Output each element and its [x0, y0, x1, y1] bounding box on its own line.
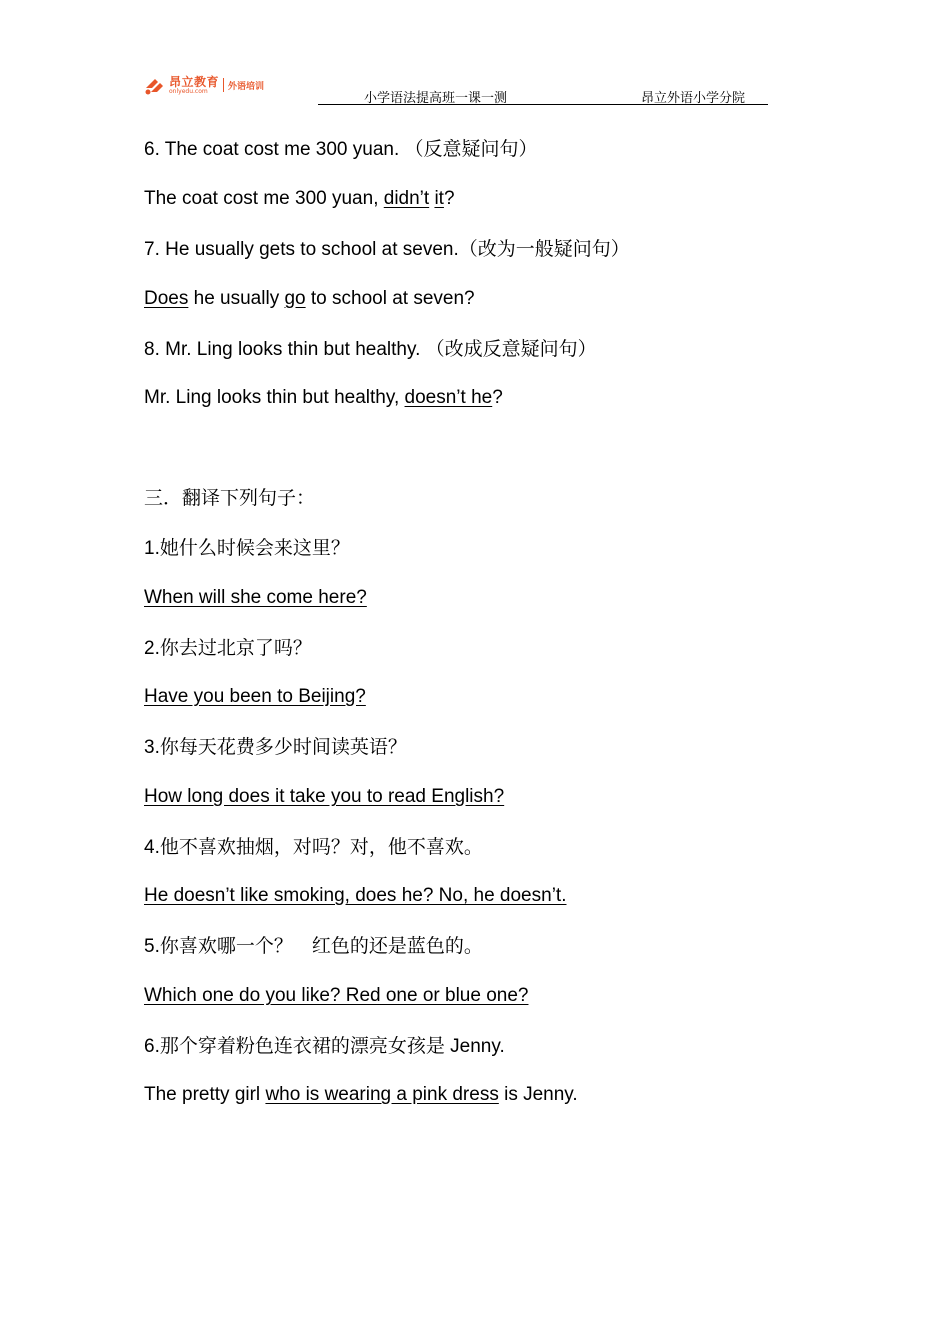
answer-text: Mr. Ling looks thin but healthy, — [144, 387, 405, 408]
question-instruction: （反意疑问句） — [404, 138, 538, 160]
translate-answer-4: He doesn’t like smoking, does he? No, he doesn’t. — [144, 885, 567, 906]
question-instruction: （改成反意疑问句） — [425, 338, 597, 360]
logo-mark-icon — [144, 74, 166, 96]
logo — [144, 71, 264, 99]
translate-answer-5: Which one do you like? Red one or blue one? — [144, 985, 529, 1006]
question-number: 6. — [144, 1036, 160, 1057]
question-text: 你去过北京了吗？ — [159, 637, 312, 659]
answer-text: The coat cost me 300 yuan, — [144, 188, 384, 209]
answer-blank: didn’t — [383, 188, 430, 209]
question-instruction: （改为一般疑问句） — [458, 238, 630, 260]
question-number: 3. — [144, 737, 160, 758]
question-6 — [144, 137, 538, 162]
translate-answer-2: Have you been to Beijing? — [144, 686, 366, 707]
page-header — [318, 87, 768, 105]
question-text: 你喜欢哪一个？ 红色的还是蓝色的。 — [159, 935, 483, 957]
question-text: 那个穿着粉色连衣裙的漂亮女孩是 — [159, 1035, 445, 1057]
question-number: 1. — [144, 538, 160, 559]
question-text: 他不喜欢抽烟，对吗？对，他不喜欢。 — [159, 836, 483, 858]
header-school: 昂立外语小学分院 — [641, 91, 746, 106]
translate-answer-1: When will she come here? — [144, 587, 367, 608]
question-text: 8. Mr. Ling looks thin but healthy. — [144, 339, 426, 360]
question-text: 她什么时候会来这里？ — [159, 537, 350, 559]
question-text: 7. He usually gets to school at seven. — [144, 239, 459, 260]
answer-text: The pretty girl — [144, 1084, 266, 1105]
question-number: 4. — [144, 837, 160, 858]
section-heading: 三．翻译下列句子： — [144, 487, 316, 509]
question-number: 2. — [144, 638, 160, 659]
translate-question-4 — [144, 835, 483, 860]
translate-answer-3: How long does it take you to read English? — [144, 786, 505, 807]
translate-question-3 — [144, 735, 407, 760]
answer-text: is Jenny. — [498, 1084, 578, 1105]
question-text: 6. The coat cost me 300 yuan. — [144, 139, 405, 160]
answer-text: ? — [492, 387, 503, 408]
question-8 — [144, 337, 597, 362]
answer-blank: doesn’t he — [404, 387, 493, 408]
answer-text: ? — [443, 188, 455, 209]
header-title: 小学语法提高班一课一测 — [364, 91, 508, 106]
question-text: 你每天花费多少时间读英语？ — [159, 736, 407, 758]
logo-name: 昂立教育 — [169, 74, 220, 89]
question-text-name: Jenny. — [444, 1036, 505, 1057]
answer-blank: go — [284, 288, 306, 309]
logo-divider — [223, 78, 224, 92]
answer-7 — [144, 287, 475, 311]
logo-url: onlyedu.com — [169, 87, 208, 95]
answer-text: to school at seven? — [305, 288, 475, 309]
answer-blank: Does — [144, 288, 189, 309]
logo-tagline: 外语培训 — [228, 81, 265, 92]
answer-text: he usually — [188, 288, 285, 309]
answer-8 — [144, 386, 503, 410]
translate-question-6 — [144, 1034, 505, 1059]
translate-question-1 — [144, 536, 350, 561]
answer-blank: it — [434, 188, 444, 209]
translate-answer-6 — [144, 1083, 578, 1107]
translate-question-5 — [144, 934, 483, 959]
answer-6 — [144, 187, 455, 211]
answer-blank: who is wearing a pink dress — [265, 1084, 499, 1105]
translate-question-2 — [144, 636, 312, 661]
question-7 — [144, 237, 630, 262]
question-number: 5. — [144, 936, 160, 957]
